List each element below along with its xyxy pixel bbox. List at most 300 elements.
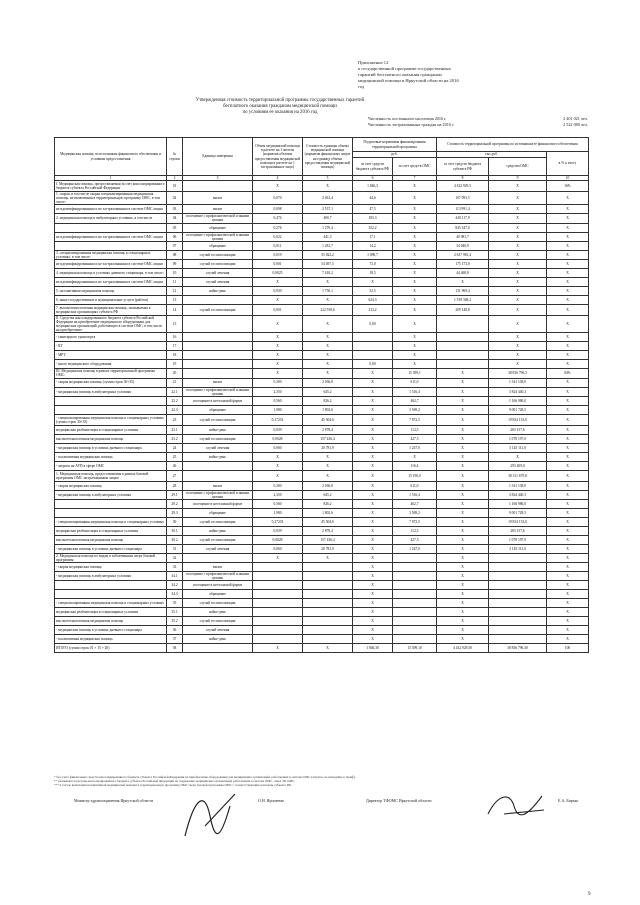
cell-v: 0,17233 [253,414,303,425]
appendix-note [358,60,548,90]
header-cell: за счет средств бюджета субъекта РФ [437,158,489,176]
cell-so [489,572,547,581]
cell-sb: Х [437,544,489,553]
title-line: бесплатного оказания гражданам медицинской помощи [223,104,337,110]
cell-v: Х [253,461,303,470]
cell-cost: 7 410,2 [303,268,353,277]
cell-pb: Х [353,581,393,590]
cell-cost: Х [303,351,353,360]
cell-pb: Х [353,590,393,599]
cell-pct: Х [547,425,589,434]
cell-name: - специализированная медицинская помощь в стационарных условиях [55,517,167,526]
cell-name: 1. скорая, в том числе скорая специализированная медицинская помощь, не включенная в территориальную программу ОМС, в том числе: [55,192,167,205]
cell-pct: Х [547,526,589,535]
table-row [55,517,589,526]
cell-so: 38 836 796,3 [489,369,547,378]
cell-name: 5. паллиативная медицинская помощь [55,286,167,295]
cell-sb: Х [437,396,489,405]
cell-no: 35 [167,599,183,608]
cell-no: 17 [167,342,183,351]
cell-sb: 4 432 929,5 [437,181,489,192]
cell-v: 1,980 [253,405,303,414]
cell-pb: Х [353,635,393,644]
cell-unit: случай госпитализации [183,434,253,443]
cell-name: - медицинская помощь в условиях дневного стационара [55,626,167,635]
cell-pb: Х [353,414,393,425]
cell-cost [303,608,353,617]
cell-cost: Х [303,342,353,351]
cell-v: 1,980 [253,508,303,517]
cell-unit: случай госпитализации [183,517,253,526]
appendix-line: Приложение 12 [358,60,389,65]
table-body [55,181,589,653]
cell-v: Х [253,315,303,332]
table-row [55,277,589,286]
cell-cost: 1 802,6 [303,508,353,517]
table-row [55,572,589,581]
table-row [55,223,589,232]
cell-po: 462,7 [393,396,437,405]
cell-pb: Х [353,626,393,635]
signature-right-image [484,784,554,824]
cell-no: 08 [167,250,183,259]
cell-pct: 100 [547,644,589,653]
cell-pct: Х [547,387,589,396]
cell-name: I. Медицинская помощь, предоставляемая за счет консолидированного бюджета субъекта Российской Федерации [56,182,165,191]
cell-so: Х [489,241,547,250]
cell-cost: 441,3 [303,232,353,241]
cell-unit [183,351,253,360]
cell-no: 38 [167,644,183,653]
cell-pct: Х [547,378,589,387]
cell-cost: 826,2 [303,499,353,508]
cell-no: 16 [167,333,183,342]
column-number: 8 [437,176,489,181]
cell-pct: Х [547,508,589,517]
cell-sb: Х [437,626,489,635]
cell-pct: Х [547,599,589,608]
cell-name: 7. высокотехнологичная медицинская помощь, оказываемая в медицинских организациях субъекта РФ [55,304,167,315]
cell-pct: Х [547,192,589,205]
cell-po [393,590,437,599]
cell-v: 0,17233 [253,517,303,526]
table-row [55,396,589,405]
cell-v: Х [253,351,303,360]
cell-name: - санитарного транспорта [55,333,167,342]
cell-no: 29.3 [167,508,183,517]
cell-po: 15 399,1 [393,369,437,378]
cell-sb: 209 148,8 [437,304,489,315]
cell-pb: Х [353,452,393,461]
cell-sb: Х [437,425,489,434]
cell-name: 6. иные государственные и муниципальные услуги (работы) [55,295,167,304]
cell-sb: Х [437,599,489,608]
cell-pct: Х [547,452,589,461]
cell-po [393,626,437,635]
cell-so: 3 145 111,0 [489,544,547,553]
header-cell: в % к итогу [547,152,589,176]
cell-no: 23.1 [167,425,183,434]
cell-name: - скорая медицинская помощь (сумма строк 30+35) [55,378,167,387]
cell-pct: Х [547,563,589,572]
cell-v [253,599,303,608]
cell-po: Х [393,214,437,223]
cell-cost: 2 878,4 [303,425,353,434]
cell-name: - специализированная медицинская помощь в стационарных условиях [55,599,167,608]
cell-so: Х [489,250,547,259]
cell-no: 33 [167,563,183,572]
cell-v [253,626,303,635]
cell-name: - медицинская помощь в амбулаторных условиях [55,387,167,396]
table-row [55,304,589,315]
cell-unit: случай госпитализации [183,250,253,259]
cell-po: 611,0 [393,481,437,490]
cell-name [55,581,167,590]
cell-unit: случай лечения [183,443,253,452]
cell-unit: посещение с профилактической и иными целями [183,232,253,241]
cell-v [253,572,303,581]
cell-po: 7 872,5 [393,517,437,526]
cell-sb: Х [437,277,489,286]
cell-unit: случай госпитализации [183,259,253,268]
column-number: 6 [353,176,393,181]
table-row [55,490,589,499]
cell-sb: Х [437,369,489,378]
cell-po: 1 516,4 [393,490,437,499]
page-number: 9 [588,892,591,897]
cell-no: 30.2 [167,535,183,544]
table-row [55,342,589,351]
cell-pct: Х [547,581,589,590]
cell-sb: 107 093,5 [437,192,489,205]
cell-pb: 14,2 [353,241,393,250]
cell-sb: Х [437,499,489,508]
cell-po: 3 569,2 [393,508,437,517]
cell-cost: 212 918,6 [303,304,353,315]
cell-so [489,635,547,644]
cell-pb: Х [353,369,393,378]
cell-po: 116,4 [393,461,437,470]
cell-unit: койко-день [183,425,253,434]
cell-name: III. Медицинская помощь в рамках территориальной программы ОМС: [55,369,167,378]
cell-v: Х [253,470,303,481]
cell-pb: Х [353,563,393,572]
cell-name: медицинская реабилитация в стационарных условиях [55,526,167,535]
cell-so: 1 166 986,0 [489,396,547,405]
table-row [55,259,589,268]
cell-cost [303,599,353,608]
cell-so [489,626,547,635]
cell-po: Х [393,223,437,232]
cell-sb [437,315,489,332]
cell-po: 611,0 [393,378,437,387]
cost-table [54,137,589,653]
header-cell: Стоимость единицы объема медицинской помощи (норматив финансовых затрат на единицу объема предоставления медицинской помощи) [303,138,353,176]
title-line: по условиям ее оказания на 2016 год [242,110,318,116]
cell-unit: койко-день [183,286,253,295]
cell-v [253,608,303,617]
cell-pb: Х [353,378,393,387]
table-row [55,581,589,590]
cell-v: 0,019 [253,250,303,259]
cell-v [253,617,303,626]
cell-pb: 73,0 [353,259,393,268]
cell-name: 3. специализированная медицинская помощь в стационарных условиях, в том числе: [55,250,167,259]
table-row [55,333,589,342]
cell-sb: Х [437,443,489,452]
cell-sb: 40 981,7 [437,232,489,241]
cell-pct: Х [547,414,589,425]
cell-sb: 44 468,8 [437,268,489,277]
cell-name: - скорая медицинская помощь [55,563,167,572]
cell-cost: 2 878,4 [303,526,353,535]
table-row [55,617,589,626]
column-number: 10 [547,176,589,181]
column-number: 1 [55,176,167,181]
column-number: 4 [253,176,303,181]
cell-pb: 0,00 [353,315,393,332]
cell-so: 1 166 986,0 [489,499,547,508]
signature-left-role: Министр здравоохранения Иркутской области [74,798,154,803]
table-row [55,181,589,192]
cell-name: не идентифицированным и не застрахованным в системе ОМС лицам [55,277,167,286]
cell-name: 1. Медицинская помощь, предоставляемая в рамках базовой программы ОМС застрахованным лицам [55,470,167,481]
cell-pb [353,342,393,351]
cell-so: 283 157,6 [489,425,547,434]
cell-sb: Х [437,517,489,526]
cell-v: 0,0028 [253,535,303,544]
cell-po [393,608,437,617]
cell-v: 0,560 [253,396,303,405]
table-row [55,241,589,250]
cell-sb: 113 991,4 [437,205,489,214]
cell-po: Х [393,333,437,342]
cell-po [393,553,437,562]
cell-v: Х [253,369,303,378]
cell-name [55,405,167,414]
cell-po: Х [393,250,437,259]
cell-sb: Х [437,572,489,581]
cell-so: Х [489,223,547,232]
cell-pb: 183,3 [353,214,393,223]
cell-v: Х [253,295,303,304]
cell-po: Х [393,315,437,332]
cell-po: Х [393,205,437,214]
cell-no: 19 [167,360,183,369]
cell-cost: 1 802,6 [303,405,353,414]
column-number: 9 [489,176,547,181]
cell-sb: Х [437,481,489,490]
cell-no: 37 [167,635,183,644]
cell-so: Х [489,268,547,277]
cell-unit: вызов [183,563,253,572]
cell-sb: Х [437,452,489,461]
cell-v: Х [253,360,303,369]
cell-no: 26 [167,461,183,470]
cell-pct: Х [547,481,589,490]
cell-sb: Х [437,508,489,517]
cell-cost: 645,2 [303,387,353,396]
cell-pb: Х [353,499,393,508]
cell-pct: Х [547,572,589,581]
cell-no: 28 [167,481,183,490]
cell-v: Х [253,277,303,286]
cell-no: 23.2 [167,434,183,443]
cell-so: Х [489,304,547,315]
cell-sb [437,342,489,351]
cell-unit: обращение [183,241,253,250]
cell-pb: Х [353,490,393,499]
cell-po: 462,7 [393,499,437,508]
cell-v: 0,039 [253,425,303,434]
cell-po: 1 247,0 [393,443,437,452]
cell-name: - МРТ [55,351,167,360]
cell-cost: Х [303,452,353,461]
cell-so: 1 078 197,0 [489,434,547,443]
cell-so: 1 541 138,0 [489,378,547,387]
cell-so: Х [489,214,547,223]
cell-sb: Х [437,490,489,499]
cell-cost: Х [303,181,353,192]
cell-no: 23 [167,414,183,425]
cell-pb: Х [353,526,393,535]
cell-v: 0,030 [253,286,303,295]
cell-cost: 54 497,5 [303,259,353,268]
cell-v: 0,070 [253,192,303,205]
cell-po: Х [393,192,437,205]
cell-pct: Х [547,277,589,286]
cell-so [489,608,547,617]
table-row [55,378,589,387]
cell-unit: обращение [183,590,253,599]
cell-so: 38 311 679,8 [489,470,547,481]
cell-no: 12 [167,286,183,295]
cell-so: Х [489,351,547,360]
cell-sb [437,351,489,360]
cell-so [489,563,547,572]
table-row [55,205,589,214]
cell-cost: Х [303,333,353,342]
cell-pct: Х [547,617,589,626]
cell-so [489,617,547,626]
cell-v [253,635,303,644]
cell-pb: 352,2 [353,223,393,232]
cell-v: 0,300 [253,481,303,490]
cell-cost: 826,2 [303,396,353,405]
cell-name [55,508,167,517]
cell-sb: 4 432 929,50 [437,644,489,653]
cell-pct: Х [547,351,589,360]
table-row [55,268,589,277]
cell-cost [303,626,353,635]
cell-pct: Х [547,490,589,499]
cell-unit: вызов [183,481,253,490]
cell-v: 0,001 [253,304,303,315]
cell-name: 4. медицинская помощь в условиях дневного стационара, в том числе: [55,268,167,277]
cell-so [489,581,547,590]
table-row [55,461,589,470]
cell-unit [183,295,253,304]
cell-no: 14 [167,304,183,315]
table-row [55,452,589,461]
cell-sb: Х [437,461,489,470]
cell-no: 35.1 [167,608,183,617]
signature-left-name: О.Н. Ярошенко [258,798,285,803]
header-cell: Объем медицинской помощи в расчете на 1 жителя (норматив объемов предоставления медицинской помощи в расчете на 1 застрахованное лицо) [253,138,303,176]
cell-sb [437,360,489,369]
cell-no: 25 [167,452,183,461]
cell-unit [183,360,253,369]
cell-sb: Х [437,387,489,396]
table-row [55,626,589,635]
cell-po [393,581,437,590]
cell-pct: Х [547,590,589,599]
cell-cost: 20 781,9 [303,443,353,452]
cell-name: высокотехнологичная медицинская помощь [55,535,167,544]
cell-cost: 157 436,4 [303,535,353,544]
cell-so: Х [489,192,547,205]
cell-pct: Х [547,315,589,332]
cell-pct: Х [547,259,589,268]
cell-name: не идентифицированным и не застрахованным в системе ОМС лицам [55,259,167,268]
cell-pct: Х [547,626,589,635]
cell-sb: 2 637 981,4 [437,250,489,259]
cell-unit: случай госпитализации [183,304,253,315]
cell-sb: Х [437,608,489,617]
cell-sb [437,333,489,342]
cell-cost: 400,7 [303,214,353,223]
cell-pb: Х [353,425,393,434]
table-row [55,232,589,241]
table-row [55,470,589,481]
cell-pct: Х [547,268,589,277]
cell-sb: 845 347,0 [437,223,489,232]
cell-po [393,617,437,626]
table-row [55,443,589,452]
cell-name: II. Средства консолидированного бюджета субъекта Российской Федерации на приобретение медицинского оборудования для медицинских организаций, работающих в системе ОМС, в том числе на приобретение: [55,315,167,332]
title-line: Утвержденная стоимость территориальной программы государственных гарантий [195,98,365,103]
cell-unit: случай госпитализации [183,414,253,425]
cell-po [393,599,437,608]
cell-unit [183,315,253,332]
cell-name: - специализированная медицинская помощь в стационарных условиях (сумма строк 30+35) [55,414,167,425]
table-row [55,526,589,535]
cell-unit: койко-день [183,635,253,644]
cell-po: 15 399,10 [393,644,437,653]
cell-sb: 34 040,9 [437,241,489,250]
cell-so: 19 834 133,0 [489,414,547,425]
footnotes [54,775,588,787]
cell-cost: 20 781,9 [303,544,353,553]
population-label: Численность постоянного населения 2016 г. [368,116,447,121]
cell-pct: 16% [547,181,589,192]
cell-cost [303,617,353,626]
cell-unit: посещение в неотложной форме [183,499,253,508]
cell-name: - медицинская помощь в условиях дневного стационара [55,443,167,452]
cell-so: Х [489,259,547,268]
cell-so: Х [489,342,547,351]
cell-v: Х [253,181,303,192]
cell-name: - скорая медицинская помощь [55,481,167,490]
population-totals [368,116,588,128]
cell-so: 293 409,0 [489,461,547,470]
cell-pb: Х [353,396,393,405]
cell-pb: 18,5 [353,268,393,277]
cell-pb: Х [353,387,393,396]
cell-po: Х [393,360,437,369]
cell-v: 2,350 [253,490,303,499]
cell-pct: Х [547,241,589,250]
